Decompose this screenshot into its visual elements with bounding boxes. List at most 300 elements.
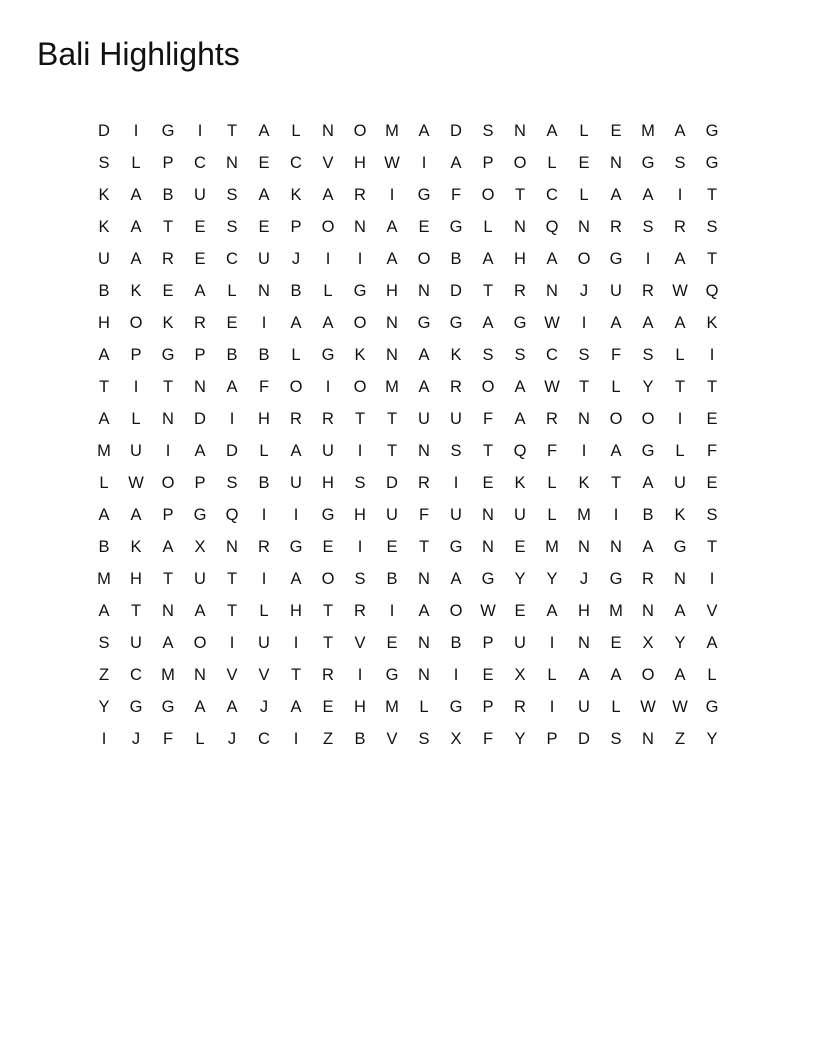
- grid-letter: U: [322, 441, 334, 460]
- grid-letter: A: [386, 217, 398, 236]
- grid-letter: T: [290, 665, 302, 684]
- grid-letter: S: [642, 345, 654, 364]
- grid-letter: S: [482, 121, 494, 140]
- grid-letter: A: [162, 537, 174, 556]
- grid-letter: J: [259, 697, 269, 716]
- grid-letter: N: [194, 665, 206, 684]
- grid-letter: H: [130, 569, 142, 588]
- grid-letter: V: [386, 729, 398, 748]
- grid-letter: E: [322, 697, 334, 716]
- grid-letter: U: [130, 633, 142, 652]
- grid-letter: U: [674, 473, 686, 492]
- grid-letter: I: [645, 249, 651, 268]
- grid-letter: N: [322, 121, 334, 140]
- grid-letter: G: [609, 569, 623, 588]
- grid-letter: A: [290, 441, 302, 460]
- grid-letter: Y: [514, 729, 526, 748]
- grid-letter: I: [357, 665, 363, 684]
- grid-letter: U: [130, 441, 142, 460]
- grid-letter: T: [98, 377, 110, 396]
- grid-letter: L: [291, 345, 301, 364]
- grid-letter: Z: [98, 665, 110, 684]
- grid-letter: P: [546, 729, 558, 748]
- grid-letter: S: [706, 505, 718, 524]
- grid-letter: U: [194, 569, 206, 588]
- grid-letter: M: [385, 121, 399, 140]
- grid-letter: G: [673, 537, 687, 556]
- grid-letter: G: [417, 185, 431, 204]
- grid-letter: L: [419, 697, 429, 716]
- grid-letter: P: [194, 345, 206, 364]
- grid-letter: E: [226, 313, 238, 332]
- grid-letter: A: [130, 505, 142, 524]
- grid-letter: U: [450, 505, 462, 524]
- grid-letter: A: [226, 697, 238, 716]
- grid-letter: A: [450, 569, 462, 588]
- grid-letter: G: [449, 313, 463, 332]
- grid-letter: A: [610, 313, 622, 332]
- grid-letter: E: [610, 121, 622, 140]
- grid-letter: I: [581, 441, 587, 460]
- grid-letter: N: [578, 217, 590, 236]
- grid-letter: N: [674, 569, 686, 588]
- grid-letter: S: [578, 345, 590, 364]
- grid-letter: I: [165, 441, 171, 460]
- grid-letter: P: [194, 473, 206, 492]
- grid-letter: B: [98, 281, 110, 300]
- grid-letter: Z: [674, 729, 686, 748]
- grid-letter: A: [610, 185, 622, 204]
- grid-letter: O: [481, 185, 495, 204]
- grid-letter: W: [544, 377, 560, 396]
- grid-letter: S: [482, 345, 494, 364]
- grid-letter: A: [546, 601, 558, 620]
- grid-letter: L: [547, 505, 557, 524]
- grid-letter: J: [579, 569, 589, 588]
- grid-letter: N: [418, 281, 430, 300]
- grid-letter: G: [449, 217, 463, 236]
- grid-letter: N: [418, 665, 430, 684]
- grid-letter: V: [354, 633, 366, 652]
- grid-letter: H: [354, 697, 366, 716]
- grid-letter: Q: [513, 441, 527, 460]
- grid-letter: K: [450, 345, 462, 364]
- grid-letter: D: [194, 409, 206, 428]
- grid-letter: T: [578, 377, 590, 396]
- grid-letter: A: [642, 473, 654, 492]
- grid-letter: N: [482, 505, 494, 524]
- grid-letter: T: [386, 441, 398, 460]
- grid-letter: N: [610, 537, 622, 556]
- page-title: Bali Highlights: [37, 36, 240, 72]
- grid-letter: I: [389, 601, 395, 620]
- grid-letter: I: [293, 505, 299, 524]
- grid-letter: B: [162, 185, 174, 204]
- grid-letter: Y: [642, 377, 654, 396]
- grid-letter: N: [258, 281, 270, 300]
- grid-letter: N: [386, 345, 398, 364]
- grid-letter: I: [325, 249, 331, 268]
- grid-letter: L: [131, 153, 141, 172]
- grid-letter: A: [674, 313, 686, 332]
- grid-letter: I: [229, 633, 235, 652]
- grid-letter: B: [450, 633, 462, 652]
- grid-letter: L: [227, 281, 237, 300]
- grid-letter: W: [128, 473, 144, 492]
- grid-letter: U: [514, 633, 526, 652]
- grid-letter: O: [161, 473, 175, 492]
- grid-letter: N: [354, 217, 366, 236]
- grid-letter: P: [482, 633, 494, 652]
- grid-letter: Q: [705, 281, 719, 300]
- grid-letter: I: [709, 345, 715, 364]
- grid-letter: S: [98, 633, 110, 652]
- grid-letter: A: [482, 249, 494, 268]
- grid-letter: B: [98, 537, 110, 556]
- grid-letter: A: [98, 505, 110, 524]
- grid-letter: E: [482, 665, 494, 684]
- grid-letter: N: [642, 729, 654, 748]
- grid-letter: D: [450, 281, 462, 300]
- grid-letter: A: [258, 121, 270, 140]
- grid-letter: U: [194, 185, 206, 204]
- grid-letter: Q: [545, 217, 559, 236]
- grid-letter: U: [290, 473, 302, 492]
- grid-letter: N: [162, 601, 174, 620]
- grid-letter: R: [514, 281, 526, 300]
- grid-letter: T: [130, 601, 142, 620]
- grid-letter: T: [226, 121, 238, 140]
- grid-letter: L: [195, 729, 205, 748]
- grid-letter: O: [321, 217, 335, 236]
- grid-letter: L: [547, 473, 557, 492]
- grid-letter: F: [450, 185, 462, 204]
- grid-letter: T: [162, 569, 174, 588]
- grid-letter: S: [418, 729, 430, 748]
- grid-letter: Y: [706, 729, 718, 748]
- grid-letter: K: [130, 281, 142, 300]
- grid-letter: A: [418, 601, 430, 620]
- grid-letter: L: [483, 217, 493, 236]
- grid-letter: H: [258, 409, 270, 428]
- grid-letter: C: [258, 729, 270, 748]
- grid-letter: A: [514, 409, 526, 428]
- grid-letter: T: [418, 537, 430, 556]
- grid-letter: G: [129, 697, 143, 716]
- grid-letter: A: [610, 441, 622, 460]
- grid-letter: J: [131, 729, 141, 748]
- grid-letter: L: [291, 121, 301, 140]
- grid-letter: G: [321, 345, 335, 364]
- grid-letter: J: [227, 729, 237, 748]
- grid-letter: A: [98, 409, 110, 428]
- grid-letter: L: [579, 185, 589, 204]
- grid-letter: A: [418, 377, 430, 396]
- grid-letter: R: [194, 313, 206, 332]
- grid-letter: M: [161, 665, 175, 684]
- grid-letter: T: [706, 185, 718, 204]
- grid-letter: T: [482, 441, 494, 460]
- grid-letter: E: [514, 537, 526, 556]
- grid-letter: D: [98, 121, 110, 140]
- grid-letter: I: [261, 505, 267, 524]
- grid-letter: L: [131, 409, 141, 428]
- grid-letter: N: [418, 441, 430, 460]
- grid-letter: A: [610, 665, 622, 684]
- grid-letter: A: [258, 185, 270, 204]
- grid-letter: O: [641, 409, 655, 428]
- grid-letter: G: [705, 697, 719, 716]
- grid-letter: X: [194, 537, 206, 556]
- grid-letter: I: [613, 505, 619, 524]
- grid-letter: I: [549, 697, 555, 716]
- grid-letter: H: [354, 505, 366, 524]
- grid-letter: M: [609, 601, 623, 620]
- grid-letter: G: [353, 281, 367, 300]
- grid-letter: L: [579, 121, 589, 140]
- grid-letter: B: [290, 281, 302, 300]
- grid-letter: H: [354, 153, 366, 172]
- grid-letter: T: [674, 377, 686, 396]
- grid-letter: I: [325, 377, 331, 396]
- grid-letter: C: [226, 249, 238, 268]
- grid-letter: I: [677, 409, 683, 428]
- grid-letter: E: [514, 601, 526, 620]
- grid-letter: E: [706, 409, 718, 428]
- grid-letter: B: [258, 473, 270, 492]
- grid-letter: I: [133, 121, 139, 140]
- grid-letter: S: [354, 473, 366, 492]
- grid-letter: F: [546, 441, 558, 460]
- grid-letter: W: [672, 281, 688, 300]
- grid-letter: V: [226, 665, 238, 684]
- grid-letter: V: [706, 601, 718, 620]
- grid-letter: G: [289, 537, 303, 556]
- grid-letter: E: [322, 537, 334, 556]
- grid-letter: F: [482, 729, 494, 748]
- grid-letter: R: [546, 409, 558, 428]
- grid-letter: G: [449, 537, 463, 556]
- grid-letter: N: [578, 537, 590, 556]
- grid-letter: U: [98, 249, 110, 268]
- grid-letter: N: [226, 153, 238, 172]
- grid-letter: E: [610, 633, 622, 652]
- grid-letter: P: [162, 505, 174, 524]
- grid-letter: N: [546, 281, 558, 300]
- grid-letter: D: [386, 473, 398, 492]
- grid-letter: E: [162, 281, 174, 300]
- grid-letter: H: [98, 313, 110, 332]
- grid-letter: L: [99, 473, 109, 492]
- grid-letter: K: [674, 505, 686, 524]
- grid-letter: F: [706, 441, 718, 460]
- grid-letter: C: [194, 153, 206, 172]
- grid-letter: Y: [546, 569, 558, 588]
- grid-letter: O: [193, 633, 207, 652]
- grid-letter: D: [578, 729, 590, 748]
- grid-letter: K: [354, 345, 366, 364]
- grid-letter: T: [226, 601, 238, 620]
- grid-letter: L: [547, 153, 557, 172]
- grid-letter: R: [290, 409, 302, 428]
- grid-letter: H: [578, 601, 590, 620]
- grid-letter: E: [482, 473, 494, 492]
- grid-letter: K: [578, 473, 590, 492]
- grid-letter: A: [226, 377, 238, 396]
- grid-letter: I: [453, 665, 459, 684]
- grid-letter: A: [194, 281, 206, 300]
- grid-letter: V: [322, 153, 334, 172]
- grid-letter: U: [386, 505, 398, 524]
- grid-letter: H: [386, 281, 398, 300]
- grid-letter: A: [674, 601, 686, 620]
- grid-letter: T: [610, 473, 622, 492]
- grid-letter: U: [258, 249, 270, 268]
- grid-letter: C: [290, 153, 302, 172]
- grid-letter: I: [677, 185, 683, 204]
- grid-letter: U: [450, 409, 462, 428]
- grid-letter: N: [194, 377, 206, 396]
- grid-letter: G: [449, 697, 463, 716]
- grid-letter: T: [482, 281, 494, 300]
- grid-letter: I: [389, 185, 395, 204]
- grid-letter: A: [290, 697, 302, 716]
- grid-letter: K: [290, 185, 302, 204]
- grid-letter: I: [581, 313, 587, 332]
- grid-letter: H: [514, 249, 526, 268]
- grid-letter: T: [706, 249, 718, 268]
- grid-letter: G: [161, 697, 175, 716]
- grid-letter: N: [514, 121, 526, 140]
- grid-letter: J: [291, 249, 301, 268]
- grid-letter: F: [610, 345, 622, 364]
- grid-letter: F: [418, 505, 430, 524]
- grid-letter: A: [514, 377, 526, 396]
- grid-letter: L: [611, 697, 621, 716]
- grid-letter: P: [162, 153, 174, 172]
- grid-letter: I: [549, 633, 555, 652]
- grid-letter: X: [450, 729, 462, 748]
- grid-letter: T: [162, 377, 174, 396]
- grid-letter: P: [482, 697, 494, 716]
- grid-letter: O: [609, 409, 623, 428]
- grid-letter: A: [674, 665, 686, 684]
- grid-letter: L: [611, 377, 621, 396]
- grid-letter: W: [640, 697, 656, 716]
- grid-letter: A: [98, 601, 110, 620]
- grid-letter: S: [642, 217, 654, 236]
- grid-letter: T: [226, 569, 238, 588]
- grid-letter: O: [289, 377, 303, 396]
- grid-letter: A: [130, 249, 142, 268]
- grid-letter: S: [98, 153, 110, 172]
- grid-letter: M: [97, 569, 111, 588]
- grid-letter: H: [322, 473, 334, 492]
- grid-letter: M: [577, 505, 591, 524]
- grid-letter: M: [97, 441, 111, 460]
- grid-letter: U: [418, 409, 430, 428]
- grid-letter: Q: [225, 505, 239, 524]
- grid-letter: L: [259, 441, 269, 460]
- grid-letter: A: [418, 121, 430, 140]
- grid-letter: A: [546, 121, 558, 140]
- grid-letter: I: [261, 569, 267, 588]
- grid-letter: R: [642, 569, 654, 588]
- grid-letter: Y: [514, 569, 526, 588]
- grid-letter: A: [194, 697, 206, 716]
- grid-letter: I: [229, 409, 235, 428]
- grid-letter: N: [418, 569, 430, 588]
- grid-letter: G: [641, 441, 655, 460]
- grid-letter: R: [642, 281, 654, 300]
- grid-letter: E: [194, 249, 206, 268]
- grid-letter: A: [674, 121, 686, 140]
- grid-letter: F: [482, 409, 494, 428]
- grid-letter: G: [705, 121, 719, 140]
- grid-letter: S: [226, 217, 238, 236]
- grid-letter: E: [258, 153, 270, 172]
- grid-letter: S: [450, 441, 462, 460]
- grid-letter: G: [193, 505, 207, 524]
- grid-letter: T: [354, 409, 366, 428]
- grid-letter: V: [258, 665, 270, 684]
- grid-letter: W: [672, 697, 688, 716]
- grid-letter: I: [293, 729, 299, 748]
- grid-letter: M: [385, 697, 399, 716]
- grid-letter: M: [545, 537, 559, 556]
- grid-letter: O: [353, 313, 367, 332]
- grid-letter: C: [130, 665, 142, 684]
- grid-letter: G: [481, 569, 495, 588]
- grid-letter: A: [98, 345, 110, 364]
- grid-letter: R: [322, 665, 334, 684]
- grid-letter: B: [354, 729, 366, 748]
- grid-letter: M: [385, 377, 399, 396]
- grid-letter: N: [418, 633, 430, 652]
- grid-letter: G: [385, 665, 399, 684]
- grid-letter: I: [357, 441, 363, 460]
- grid-letter: G: [161, 345, 175, 364]
- grid-letter: G: [513, 313, 527, 332]
- grid-letter: L: [675, 441, 685, 460]
- grid-letter: T: [706, 537, 718, 556]
- grid-letter: D: [226, 441, 238, 460]
- grid-letter: S: [706, 217, 718, 236]
- grid-letter: E: [386, 537, 398, 556]
- grid-letter: A: [290, 569, 302, 588]
- grid-letter: A: [194, 601, 206, 620]
- grid-letter: R: [674, 217, 686, 236]
- grid-letter: G: [641, 153, 655, 172]
- grid-letter: K: [706, 313, 718, 332]
- grid-letter: E: [706, 473, 718, 492]
- grid-letter: A: [322, 185, 334, 204]
- grid-letter: E: [194, 217, 206, 236]
- grid-letter: N: [386, 313, 398, 332]
- grid-letter: G: [705, 153, 719, 172]
- grid-letter: A: [194, 441, 206, 460]
- grid-letter: E: [386, 633, 398, 652]
- grid-letter: S: [610, 729, 622, 748]
- grid-letter: A: [546, 249, 558, 268]
- grid-letter: I: [709, 569, 715, 588]
- grid-letter: T: [322, 601, 334, 620]
- grid-letter: S: [226, 473, 238, 492]
- grid-letter: K: [98, 217, 110, 236]
- grid-letter: R: [258, 537, 270, 556]
- grid-letter: P: [130, 345, 142, 364]
- grid-letter: U: [258, 633, 270, 652]
